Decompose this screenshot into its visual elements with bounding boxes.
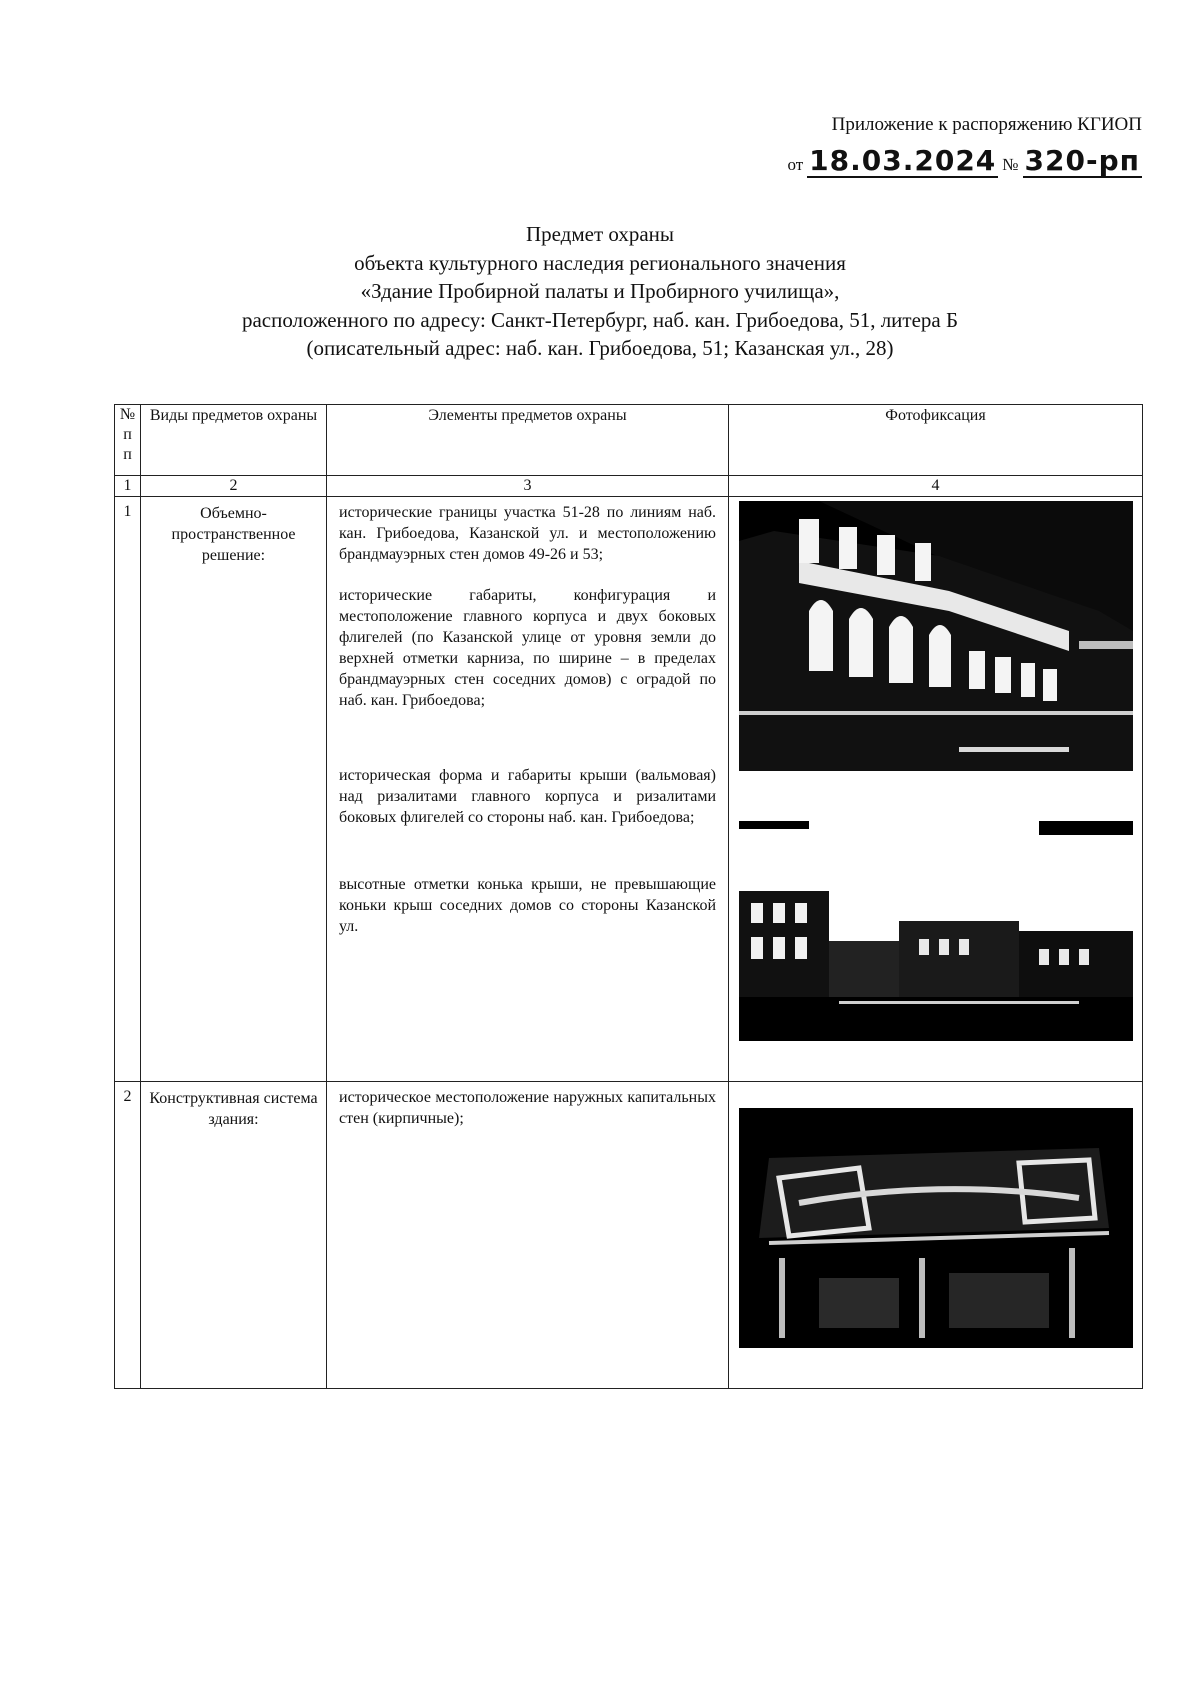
title-line-1: Предмет охраны: [525, 222, 675, 246]
number-sign: №: [1002, 155, 1019, 174]
column-number: 2: [141, 476, 327, 497]
row-number: 1: [115, 497, 141, 1082]
header-photo: Фотофиксация: [729, 405, 1143, 476]
element-paragraph: историческое местоположение наружных капитальных стен (кирпичные);: [339, 1089, 716, 1127]
title-line-3: «Здание Пробирной палаты и Пробирного училища»,: [360, 279, 840, 303]
row-type: Объемно-пространственное решение:: [141, 497, 327, 1082]
column-number-row: [115, 476, 1143, 497]
row-type: Конструктивная система здания:: [141, 1082, 327, 1389]
appendix-line: Приложение к распоряжению КГИОП: [831, 114, 1142, 135]
column-number: 4: [729, 476, 1143, 497]
element-paragraph: историческая форма и габариты крыши (вальмовая) над ризалитами главного корпуса и ризалитами боковых флигелей со стороны наб. кан. Грибоедова;: [339, 767, 716, 826]
table-row: [115, 1082, 1143, 1389]
element-paragraph: исторические габариты, конфигурация и местоположение главного корпуса и двух боковых флигелей (по Казанской улице от уровня земли до верхней отметки карниза, по ширине – в пределах брандмауэрных стен соседних домов) с оградой по наб. кан. Грибоедова;: [339, 587, 716, 709]
title-line-5: (описательный адрес: наб. кан. Грибоедова, 51; Казанская ул., 28): [306, 336, 894, 360]
handwritten-date: 18.03.2024: [809, 144, 997, 177]
document-header: [787, 112, 1142, 179]
row-photos: [729, 497, 1143, 1082]
header-num: [115, 405, 141, 476]
header-num-a: №: [119, 406, 136, 423]
header-num-c: п: [123, 446, 132, 463]
element-paragraph: исторические границы участка 51-28 по линиям наб. кан. Грибоедова, Казанской ул. и местоположению брандмауэрных стен домов 49-26 и 53;: [339, 504, 716, 563]
header-elements: Элементы предметов охраны: [327, 405, 729, 476]
title-line-4: расположенного по адресу: Санкт-Петербург, наб. кан. Грибоедова, 51, литера Б: [241, 307, 959, 332]
header-type: Виды предметов охраны: [141, 405, 327, 476]
protection-table: [114, 404, 1143, 1389]
canal-view-photo: [739, 821, 1133, 1041]
order-line: [787, 146, 1142, 179]
column-number: 3: [327, 476, 729, 497]
title-line-2: объекта культурного наследия регионального значения: [354, 250, 846, 275]
header-num-b: п: [123, 426, 132, 443]
element-paragraph: высотные отметки конька крыши, не превышающие коньки крыш соседних домов со стороны Казанской ул.: [339, 876, 716, 935]
row-elements: [327, 497, 729, 1082]
date-prefix: от: [787, 155, 804, 174]
handwritten-number: 320-рп: [1024, 144, 1140, 177]
structure-photo: [739, 1108, 1133, 1348]
row-elements: [327, 1082, 729, 1389]
table-row: [115, 497, 1143, 1082]
row-photos: [729, 1082, 1143, 1389]
table-header-row: [115, 405, 1143, 476]
column-number: 1: [115, 476, 141, 497]
facade-photo: [739, 501, 1133, 771]
row-number: 2: [115, 1082, 141, 1389]
document-title: [0, 220, 1200, 363]
